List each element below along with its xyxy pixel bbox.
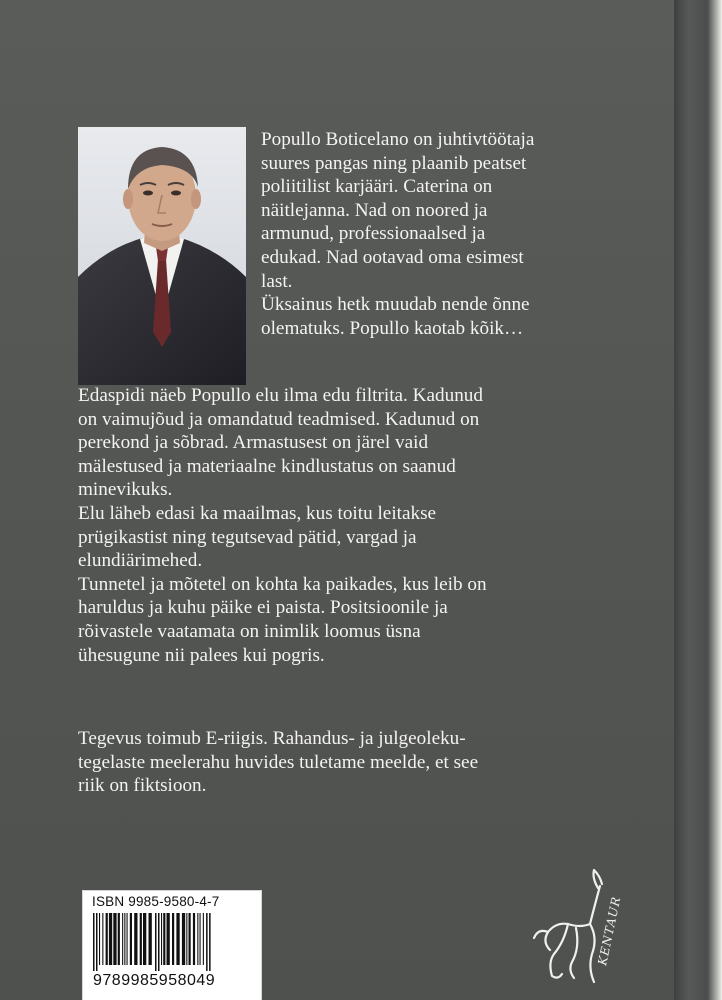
blurb-line: haruldus ja kuhu päike ei paista. Positsioonile ja: [78, 597, 448, 619]
fiction-note: [78, 727, 658, 798]
author-photo: [78, 127, 246, 385]
blurb-line: on vaimujõud ja omandatud teadmised. Kadunud on: [78, 408, 480, 430]
blurb-line: Edaspidi näeb Popullo elu ilma edu filtrita. Kadunud: [78, 385, 483, 406]
blurb-line: Tunnetel ja mõtetel on kohta ka paikades, kus leib on: [78, 573, 487, 595]
centaur-logo-icon: [528, 858, 628, 993]
intro-line: olematuks. Popullo kaotab kõik…: [261, 317, 524, 339]
blurb-line: mälestused ja materiaalne kindlustatus on saanud: [78, 455, 456, 477]
blurb-line: prügikastist ning tegutsevad pätid, vargad ja: [78, 526, 417, 548]
intro-line: armunud, professionaalsed ja: [261, 223, 486, 245]
intro-text: [261, 128, 661, 340]
intro-line: edukad. Nad ootavad oma esimest: [261, 246, 524, 268]
blurb-line: rõivastele vaatamata on inimlik loomus üsna: [78, 620, 421, 642]
blurb-line: ühesugune nii palees kui pogris.: [78, 644, 325, 666]
isbn-barcode: [82, 890, 262, 1000]
intro-line: Popullo Boticelano on juhtivtöötaja: [261, 129, 535, 150]
intro-line: poliitilist karjääri. Caterina on: [261, 176, 493, 198]
barcode-bars: [91, 913, 253, 971]
note-line: tegelaste meelerahu huvides tuletame meelde, et see: [78, 751, 479, 773]
intro-line: suures pangas ning plaanib peatset: [261, 152, 527, 174]
isbn-label: ISBN 9985-9580-4-7: [92, 894, 220, 909]
logo-text: KENTAUR: [595, 894, 624, 967]
ean-number: 9789985958049: [93, 972, 216, 989]
intro-line: Üksainus hetk muudab nende õnne: [261, 294, 530, 316]
blurb-line: perekond ja sõbrad. Armastusest on järel vaid: [78, 432, 429, 454]
blurb-line: Elu läheb edasi ka maailmas, kus toitu leitakse: [78, 502, 437, 524]
blurb-line: minevikuks.: [78, 479, 173, 501]
intro-line: last.: [261, 270, 293, 292]
note-line: riik on fiktsioon.: [78, 775, 207, 797]
blurb-text: [78, 384, 658, 667]
note-line: Tegevus toimub E-riigis. Rahandus- ja julgeoleku-: [78, 728, 466, 749]
cover-edge: [674, 0, 722, 1000]
blurb-line: elundiärimehed.: [78, 550, 203, 572]
intro-line: näitlejanna. Nad on noored ja: [261, 199, 488, 221]
